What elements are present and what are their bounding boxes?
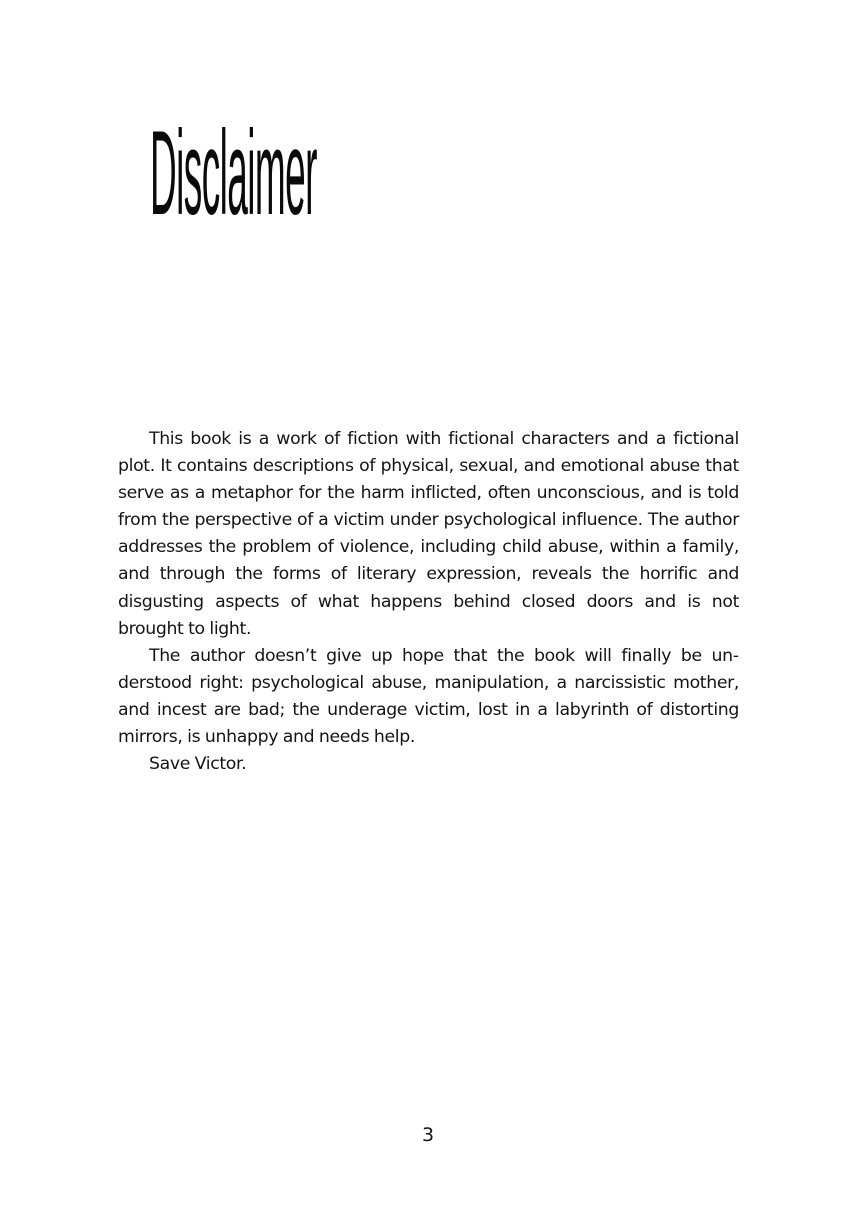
paragraph-fiction-notice: This book is a work of fiction with fictional characters and a fictional plot. It contains descriptions of physical, sexual, and emotional abuse that serve as a metaphor for the harm inflicted, often unconscious, and is told from the perspective of a victim under psychological influence. The author addresses the problem of violence, including child abuse, within a family, and through the forms of literary expression, reveals the horrific and disgusting aspects of what happens behind closed doors and is not brought to light. (118, 429, 739, 639)
page-title: Disclaimer (150, 104, 317, 240)
page-number: 3 (421, 1124, 435, 1146)
paragraph-closing: Save Victor. (149, 754, 247, 775)
paragraph-author-hope: The author doesn’t give up hope that the book will finally be understood right: psychological abuse, manipulation, a narcissistic mother, and incest are bad; the underage victim, lost in a labyrinth of distorting mirrors, is unhappy and needs help. (118, 645, 739, 748)
disclaimer-body (118, 426, 739, 778)
